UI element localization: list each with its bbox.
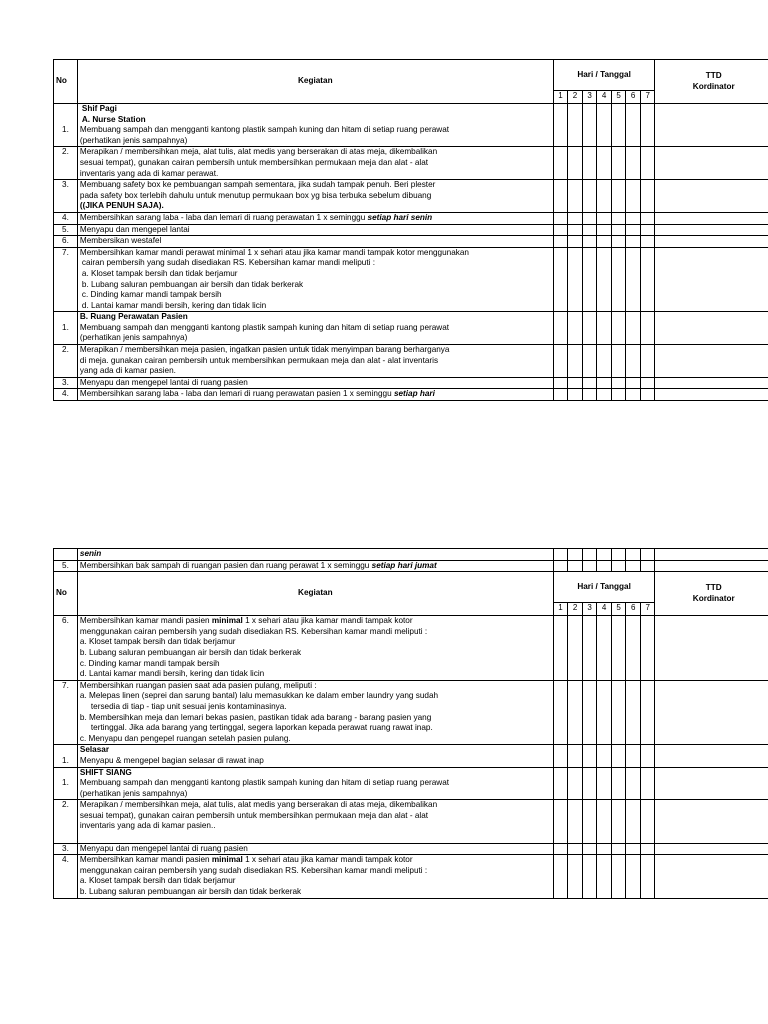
header-ttd-kordinator — [655, 60, 768, 104]
row-number: 1. — [54, 104, 78, 147]
check-cell[interactable] — [553, 312, 568, 345]
check-cell[interactable] — [568, 389, 583, 401]
check-cell[interactable] — [626, 767, 641, 800]
section-title: B. Ruang Perawatan Pasien — [79, 312, 188, 322]
check-cell[interactable] — [553, 616, 568, 681]
row-number: 3. — [54, 377, 78, 389]
check-cell[interactable] — [568, 247, 583, 312]
check-cell[interactable] — [611, 345, 626, 378]
check-cell[interactable] — [553, 389, 568, 401]
task-cell: Membuang safety box ke pembuangan sampah sementara, jika sudah tampak penuh. Beri plester pada safety box terlebih dahulu untuk menutup permukaan box yg bisa terbuka sebelum dibuang ((JIKA PENUH SAJA). — [77, 180, 553, 213]
check-cell[interactable] — [611, 855, 626, 898]
row-number: 1. — [54, 767, 78, 800]
header-kordinator: Kordinator — [692, 81, 735, 91]
check-cell[interactable] — [626, 680, 641, 745]
check-cell[interactable] — [553, 180, 568, 213]
check-cell[interactable] — [640, 767, 655, 800]
check-cell[interactable] — [597, 855, 612, 898]
row-number: 7. — [54, 680, 78, 745]
task-cell: Merapikan / membersihkan meja, alat tulis, alat medis yang berserakan di atas meja, dikembalikan sesuai tempat), gunakan cairan pembersih untuk membersihkan permukaan meja dan alat - alat inventaris yang ada di kamar pasien.. — [77, 800, 553, 843]
table-row — [54, 389, 768, 401]
shift-title: SHIFT SIANG — [79, 767, 132, 777]
check-cell[interactable] — [582, 247, 597, 312]
check-cell[interactable] — [568, 549, 583, 561]
row-number: 5. — [54, 560, 78, 572]
task-cell: Selasar Menyapu & mengepel bagian selasar di rawat inap — [77, 745, 553, 767]
table-row — [54, 745, 768, 767]
check-cell[interactable] — [568, 843, 583, 855]
section-title: A. Nurse Station — [81, 114, 146, 124]
check-cell[interactable] — [597, 236, 612, 248]
header-ttd: TTD — [705, 583, 722, 593]
day-6: 6 — [626, 91, 641, 104]
check-cell[interactable] — [597, 767, 612, 800]
header-ttd: TTD — [705, 70, 722, 80]
check-cell[interactable] — [611, 389, 626, 401]
check-cell[interactable] — [611, 212, 626, 224]
check-cell[interactable] — [568, 236, 583, 248]
day-7: 7 — [640, 91, 655, 104]
table-row — [54, 224, 768, 236]
header-kegiatan: Kegiatan — [77, 572, 553, 616]
row-number: 1. — [54, 312, 78, 345]
day-7: 7 — [640, 603, 655, 616]
check-cell[interactable] — [626, 147, 641, 180]
check-cell[interactable] — [626, 800, 641, 843]
shift-title: Shif Pagi — [81, 104, 117, 113]
row-number: 5. — [54, 224, 78, 236]
check-cell[interactable] — [553, 800, 568, 843]
signature-cell[interactable] — [655, 745, 768, 767]
check-cell[interactable] — [582, 147, 597, 180]
task-cell: Merapikan / membersihkan meja, alat tulis, alat medis yang berserakan di atas meja, dikembalikan sesuai tempat), gunakan cairan pembersih untuk membersihkan permukaan meja dan alat - alat inventaris yang ada di kamar perawat. — [77, 147, 553, 180]
table-row — [54, 180, 768, 213]
check-cell[interactable] — [553, 549, 568, 561]
check-cell[interactable] — [597, 180, 612, 213]
check-cell[interactable] — [568, 767, 583, 800]
day-4: 4 — [597, 603, 612, 616]
day-1: 1 — [553, 603, 568, 616]
header-no: No — [54, 60, 78, 104]
check-cell[interactable] — [568, 680, 583, 745]
signature-cell[interactable] — [655, 212, 768, 224]
check-cell[interactable] — [611, 560, 626, 572]
check-cell[interactable] — [640, 180, 655, 213]
check-cell[interactable] — [582, 104, 597, 147]
task-cell: Membersihkan ruangan pasien saat ada pasien pulang, meliputi : a. Melepas linen (seprei dan sarung bantal) lalu memasukkan ke dalam ember laundry yang sudah tersedia di tiap - tiap unit sesuai jenis kontaminasinya. b. Membersihkan meja dan lemari bekas pasien, pastikan tidak ada barang - barang pasien yang tertinggal. Jika ada barang yang tertinggal, segera laporkan kepada perawat ruang rawat inap. c. Menyapu dan pengepel ruangan setelah pasien pulang. — [77, 680, 553, 745]
check-cell[interactable] — [626, 247, 641, 312]
table-row — [54, 104, 768, 147]
check-cell[interactable] — [582, 855, 597, 898]
check-cell[interactable] — [597, 800, 612, 843]
check-cell[interactable] — [568, 616, 583, 681]
check-cell[interactable] — [640, 147, 655, 180]
task-cell: Membersihkan sarang laba - laba dan lemari di ruang perawatan pasien 1 x seminggu setiap hari — [77, 389, 553, 401]
check-cell[interactable] — [582, 236, 597, 248]
check-cell[interactable] — [597, 389, 612, 401]
check-cell[interactable] — [611, 680, 626, 745]
check-cell[interactable] — [597, 377, 612, 389]
task-cell: Merapikan / membersihkan meja pasien, ingatkan pasien untuk tidak menyimpan barang berharganya di meja. gunakan cairan pembersih untuk membersihkan permukaan meja dan alat - alat inventaris yang ada di kamar pasien. — [77, 345, 553, 378]
row-number: 7. — [54, 247, 78, 312]
row-number: 4. — [54, 212, 78, 224]
row-number: 6. — [54, 236, 78, 248]
check-cell[interactable] — [553, 104, 568, 147]
check-cell[interactable] — [582, 745, 597, 767]
table-row — [54, 147, 768, 180]
check-cell[interactable] — [626, 549, 641, 561]
check-cell[interactable] — [553, 147, 568, 180]
check-cell[interactable] — [597, 104, 612, 147]
check-cell[interactable] — [582, 800, 597, 843]
signature-cell[interactable] — [655, 616, 768, 681]
check-cell[interactable] — [568, 560, 583, 572]
header-row — [54, 60, 768, 91]
day-4: 4 — [597, 91, 612, 104]
signature-cell[interactable] — [655, 236, 768, 248]
check-cell[interactable] — [640, 549, 655, 561]
check-cell[interactable] — [626, 180, 641, 213]
signature-cell[interactable] — [655, 104, 768, 147]
check-cell[interactable] — [597, 745, 612, 767]
check-cell[interactable] — [611, 800, 626, 843]
check-cell[interactable] — [553, 236, 568, 248]
check-cell[interactable] — [626, 377, 641, 389]
signature-cell[interactable] — [655, 224, 768, 236]
day-5: 5 — [611, 603, 626, 616]
task-cell: B. Ruang Perawatan Pasien Membuang sampah dan mengganti kantong plastik sampah kuning dan hitam di setiap ruang perawat (perhatikan jenis sampahnya) — [77, 312, 553, 345]
check-cell[interactable] — [611, 745, 626, 767]
check-cell[interactable] — [553, 212, 568, 224]
check-cell[interactable] — [611, 843, 626, 855]
task-cell: Shif Pagi A. Nurse Station Membuang sampah dan mengganti kantong plastik sampah kuning dan hitam di setiap ruang perawat (perhatikan jenis sampahnya) — [77, 104, 553, 147]
check-cell[interactable] — [640, 224, 655, 236]
check-cell[interactable] — [568, 224, 583, 236]
check-cell[interactable] — [611, 377, 626, 389]
header-no: No — [54, 572, 78, 616]
row-number: 1. — [54, 745, 78, 767]
row-number — [54, 549, 78, 561]
check-cell[interactable] — [568, 147, 583, 180]
day-1: 1 — [553, 91, 568, 104]
check-cell[interactable] — [626, 104, 641, 147]
table-row — [54, 855, 768, 898]
check-cell[interactable] — [553, 247, 568, 312]
check-cell[interactable] — [640, 560, 655, 572]
check-cell[interactable] — [640, 389, 655, 401]
task-cell: Membersihkan sarang laba - laba dan lemari di ruang perawatan 1 x seminggu setiap hari senin — [77, 212, 553, 224]
task-cell: Membersihkan kamar mandi perawat minimal 1 x sehari atau jika kamar mandi tampak kotor menggunakan cairan pembersih yang sudah disediakan RS. Kebersihan kamar mandi meliputi : a. Kloset tampak bersih dan tidak berjamur b. Lubang saluran pembuangan air bersih dan tidak berkerak c. Dinding kamar mandi tampak bersih d. Lantai kamar mandi bersih, kering dan tidak licin — [77, 247, 553, 312]
check-cell[interactable] — [640, 345, 655, 378]
check-cell[interactable] — [611, 549, 626, 561]
signature-cell[interactable] — [655, 345, 768, 378]
check-cell[interactable] — [626, 855, 641, 898]
table-row — [54, 767, 768, 800]
signature-cell[interactable] — [655, 680, 768, 745]
check-cell[interactable] — [611, 247, 626, 312]
signature-cell[interactable] — [655, 147, 768, 180]
check-cell[interactable] — [597, 345, 612, 378]
task-cell: Membersihkan bak sampah di ruangan pasien dan ruang perawat 1 x seminggu setiap hari jumat — [77, 560, 553, 572]
check-cell[interactable] — [553, 377, 568, 389]
check-cell[interactable] — [582, 389, 597, 401]
header-hari-tanggal: Hari / Tanggal — [553, 572, 655, 603]
check-cell[interactable] — [568, 212, 583, 224]
table-row — [54, 377, 768, 389]
check-cell[interactable] — [582, 212, 597, 224]
row-number: 2. — [54, 800, 78, 843]
header-kordinator: Kordinator — [692, 593, 735, 603]
table-row — [54, 843, 768, 855]
row-number: 4. — [54, 855, 78, 898]
check-cell[interactable] — [582, 560, 597, 572]
check-cell[interactable] — [568, 745, 583, 767]
task-cell: Membersihkan kamar mandi pasien minimal 1 x sehari atau jika kamar mandi tampak kotor menggunakan cairan pembersih yang sudah disediakan RS. Kebersihan kamar mandi meliputi : a. Kloset tampak bersih dan tidak berjamur b. Lubang saluran pembuangan air bersih dan tidak berkerak — [77, 855, 553, 898]
row-number: 6. — [54, 616, 78, 681]
check-cell[interactable] — [626, 745, 641, 767]
check-cell[interactable] — [553, 680, 568, 745]
task-cell: Membersikan westafel — [77, 236, 553, 248]
check-cell[interactable] — [611, 147, 626, 180]
check-cell[interactable] — [640, 680, 655, 745]
signature-cell[interactable] — [655, 247, 768, 312]
day-2: 2 — [568, 603, 583, 616]
check-cell[interactable] — [597, 616, 612, 681]
table-row — [54, 549, 768, 561]
task-cell: Menyapu dan mengepel lantai di ruang pasien — [77, 377, 553, 389]
row-number: 3. — [54, 180, 78, 213]
row-number: 2. — [54, 147, 78, 180]
checklist-table-page-1 — [53, 59, 768, 401]
check-cell[interactable] — [553, 767, 568, 800]
check-cell[interactable] — [553, 224, 568, 236]
check-cell[interactable] — [582, 180, 597, 213]
check-cell[interactable] — [611, 236, 626, 248]
check-cell[interactable] — [597, 312, 612, 345]
signature-cell[interactable] — [655, 843, 768, 855]
table-row — [54, 560, 768, 572]
row-number: 2. — [54, 345, 78, 378]
check-cell[interactable] — [626, 560, 641, 572]
check-cell[interactable] — [597, 549, 612, 561]
check-cell[interactable] — [640, 843, 655, 855]
day-5: 5 — [611, 91, 626, 104]
check-cell[interactable] — [626, 616, 641, 681]
check-cell[interactable] — [597, 212, 612, 224]
check-cell[interactable] — [597, 560, 612, 572]
check-cell[interactable] — [626, 224, 641, 236]
check-cell[interactable] — [568, 345, 583, 378]
check-cell[interactable] — [568, 855, 583, 898]
check-cell[interactable] — [640, 247, 655, 312]
check-cell[interactable] — [597, 843, 612, 855]
check-cell[interactable] — [640, 212, 655, 224]
task-cell: Menyapu dan mengepel lantai — [77, 224, 553, 236]
signature-cell[interactable] — [655, 180, 768, 213]
checklist-table-page-2 — [53, 548, 768, 899]
task-cell: senin — [77, 549, 553, 561]
signature-cell[interactable] — [655, 389, 768, 401]
day-6: 6 — [626, 603, 641, 616]
check-cell[interactable] — [640, 745, 655, 767]
check-cell[interactable] — [553, 855, 568, 898]
check-cell[interactable] — [553, 745, 568, 767]
check-cell[interactable] — [597, 247, 612, 312]
check-cell[interactable] — [568, 180, 583, 213]
check-cell[interactable] — [640, 236, 655, 248]
signature-cell[interactable] — [655, 767, 768, 800]
check-cell[interactable] — [553, 560, 568, 572]
check-cell[interactable] — [626, 389, 641, 401]
table-row — [54, 312, 768, 345]
table-row — [54, 212, 768, 224]
check-cell[interactable] — [597, 224, 612, 236]
table-row — [54, 680, 768, 745]
header-ttd-kordinator — [655, 572, 768, 616]
check-cell[interactable] — [611, 616, 626, 681]
signature-cell[interactable] — [655, 377, 768, 389]
check-cell[interactable] — [582, 843, 597, 855]
check-cell[interactable] — [568, 377, 583, 389]
check-cell[interactable] — [568, 800, 583, 843]
check-cell[interactable] — [640, 312, 655, 345]
check-cell[interactable] — [626, 312, 641, 345]
check-cell[interactable] — [597, 680, 612, 745]
table-row — [54, 800, 768, 843]
task-cell: Membersihkan kamar mandi pasien minimal 1 x sehari atau jika kamar mandi tampak kotor menggunakan cairan pembersih yang sudah disediakan RS. Kebersihan kamar mandi meliputi : a. Kloset tampak bersih dan tidak berjamur b. Lubang saluran pembuangan air bersih dan tidak berkerak c. Dinding kamar mandi tampak bersih d. Lantai kamar mandi bersih, kering dan tidak licin — [77, 616, 553, 681]
check-cell[interactable] — [553, 843, 568, 855]
signature-cell[interactable] — [655, 312, 768, 345]
header-hari-tanggal: Hari / Tanggal — [553, 60, 655, 91]
check-cell[interactable] — [582, 377, 597, 389]
table-row — [54, 236, 768, 248]
row-number: 3. — [54, 843, 78, 855]
check-cell[interactable] — [626, 212, 641, 224]
check-cell[interactable] — [640, 616, 655, 681]
check-cell[interactable] — [582, 345, 597, 378]
signature-cell[interactable] — [655, 855, 768, 898]
day-3: 3 — [582, 91, 597, 104]
table-row — [54, 616, 768, 681]
check-cell[interactable] — [611, 767, 626, 800]
signature-cell[interactable] — [655, 560, 768, 572]
check-cell[interactable] — [582, 616, 597, 681]
check-cell[interactable] — [611, 104, 626, 147]
check-cell[interactable] — [582, 224, 597, 236]
signature-cell[interactable] — [655, 800, 768, 843]
check-cell[interactable] — [582, 549, 597, 561]
day-2: 2 — [568, 91, 583, 104]
check-cell[interactable] — [611, 224, 626, 236]
check-cell[interactable] — [640, 800, 655, 843]
check-cell[interactable] — [582, 680, 597, 745]
check-cell[interactable] — [640, 855, 655, 898]
check-cell[interactable] — [626, 843, 641, 855]
section-title: Selasar — [79, 745, 110, 755]
check-cell[interactable] — [597, 147, 612, 180]
check-cell[interactable] — [568, 104, 583, 147]
header-kegiatan: Kegiatan — [77, 60, 553, 104]
check-cell[interactable] — [582, 312, 597, 345]
row-number: 4. — [54, 389, 78, 401]
check-cell[interactable] — [626, 236, 641, 248]
task-cell: Menyapu dan mengepel lantai di ruang pasien — [77, 843, 553, 855]
table-row — [54, 345, 768, 378]
signature-cell[interactable] — [655, 549, 768, 561]
check-cell[interactable] — [611, 180, 626, 213]
check-cell[interactable] — [553, 345, 568, 378]
check-cell[interactable] — [640, 104, 655, 147]
check-cell[interactable] — [640, 377, 655, 389]
table-row — [54, 247, 768, 312]
task-cell: SHIFT SIANG Membuang sampah dan mengganti kantong plastik sampah kuning dan hitam di setiap ruang perawat (perhatikan jenis sampahnya) — [77, 767, 553, 800]
check-cell[interactable] — [626, 345, 641, 378]
check-cell[interactable] — [582, 767, 597, 800]
header-row — [54, 572, 768, 603]
day-3: 3 — [582, 603, 597, 616]
check-cell[interactable] — [568, 312, 583, 345]
check-cell[interactable] — [611, 312, 626, 345]
